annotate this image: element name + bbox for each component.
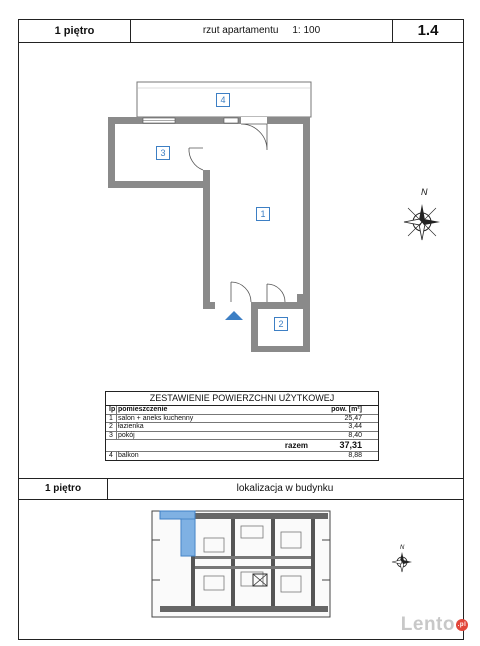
row-area: 3,44: [348, 423, 362, 430]
room-label-2: 2: [274, 317, 288, 331]
location-header: [19, 478, 463, 500]
table-header-lp: lp: [109, 406, 116, 413]
table-header-row: [106, 406, 378, 415]
compass-icon-location: [392, 552, 412, 572]
window-salon: [224, 118, 238, 123]
header-subtitle-text: rzut apartamentu: [202, 25, 279, 36]
entrance-arrow-icon: [225, 311, 243, 320]
location-floor: 1 piętro: [19, 479, 108, 499]
row-lp: 2: [109, 423, 113, 430]
table-title: ZESTAWIENIE POWIERZCHNI UŻYTKOWEJ: [106, 392, 378, 406]
location-title: lokalizacja w budynku: [236, 483, 334, 494]
table-balcony-row: [106, 452, 378, 460]
balcony-door-gap: [241, 117, 267, 124]
row-name: pokój: [118, 431, 135, 439]
table-row: [106, 423, 378, 432]
room-label-1: 1: [256, 207, 270, 221]
row-name: salon + aneks kuchenny: [118, 414, 194, 422]
row-lp: 3: [109, 431, 113, 439]
balcony-area: 8,88: [348, 452, 362, 459]
table-total-row: [106, 440, 378, 452]
floor-plan-sheet: [18, 19, 464, 640]
row-name: łazienka: [118, 423, 144, 430]
compass-icon-plan: [404, 204, 440, 240]
room3-door-swing: [189, 148, 203, 170]
balcony-door-swing: [241, 124, 267, 150]
watermark-logo: [401, 614, 468, 636]
area-summary-table: [105, 391, 379, 461]
row-lp: 1: [109, 414, 113, 422]
room-label-3: 3: [156, 146, 170, 160]
table-header-area: pow. [m²]: [331, 406, 362, 413]
watermark-tld: .pl: [456, 619, 468, 631]
row-area: 25,47: [344, 414, 362, 422]
table-header-room: pomieszczenie: [118, 406, 168, 413]
header-floor: 1 piętro: [19, 20, 131, 42]
balcony-name: balkon: [118, 452, 139, 459]
header-apartment-number: 1.4: [417, 22, 439, 39]
watermark-text: Lento: [400, 614, 455, 635]
table-row: [106, 432, 378, 441]
row-area: 8,40: [348, 431, 362, 439]
entrance-door-swing: [231, 282, 251, 302]
compass-label-location: N: [400, 545, 405, 551]
apartment-plan: [19, 20, 463, 641]
compass-label-plan: N: [421, 187, 428, 197]
bathroom-door-swing: [267, 284, 285, 302]
table-row: [106, 415, 378, 424]
room-label-4: 4: [216, 93, 230, 107]
total-label: razem: [284, 441, 308, 450]
balcony-lp: 4: [109, 452, 113, 459]
building-location-plan: [152, 511, 330, 617]
header-scale: 1: 100: [292, 25, 321, 36]
total-value: 37,31: [339, 440, 362, 450]
